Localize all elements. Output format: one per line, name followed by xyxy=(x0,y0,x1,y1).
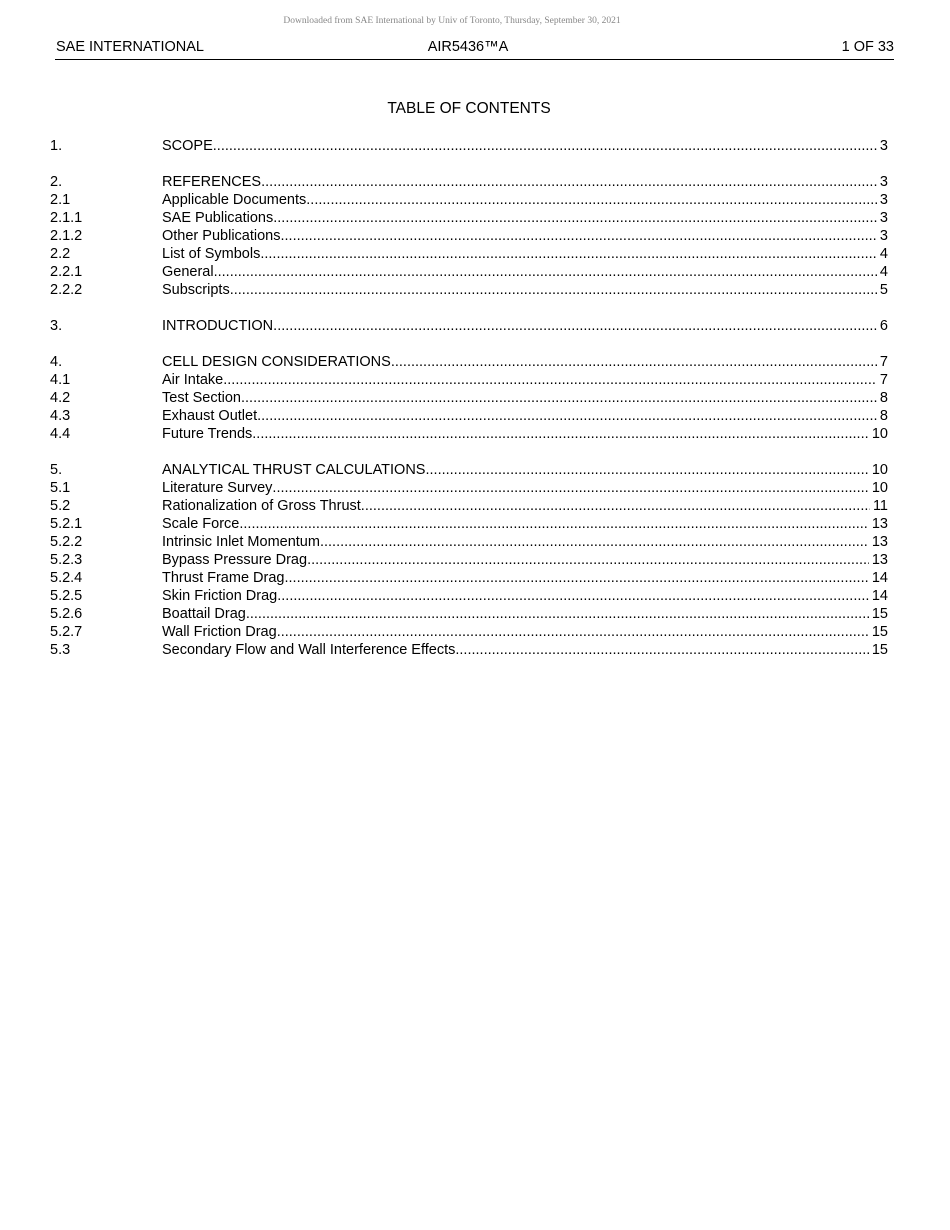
toc-entry-title[interactable]: SCOPE xyxy=(162,138,213,154)
table-of-contents xyxy=(50,137,888,659)
toc-entry-page: 3 xyxy=(879,192,888,208)
toc-entry-page: 10 xyxy=(871,462,888,478)
toc-entry-line xyxy=(162,479,888,497)
toc-entry[interactable] xyxy=(50,533,888,551)
toc-entry-page: 3 xyxy=(879,174,888,190)
toc-entry-number: 2. xyxy=(50,174,63,190)
toc-dot-leader xyxy=(306,191,877,209)
toc-entry-line xyxy=(162,281,888,299)
toc-entry-title[interactable]: Wall Friction Drag xyxy=(162,624,277,640)
toc-entry[interactable] xyxy=(50,515,888,533)
page-header xyxy=(55,39,894,60)
toc-entry-page: 4 xyxy=(879,246,888,262)
toc-entry-number: 2.2.1 xyxy=(50,264,83,280)
toc-entry-line xyxy=(162,461,888,479)
toc-dot-leader xyxy=(455,641,868,659)
toc-entry-line xyxy=(162,227,888,245)
toc-entry-page: 8 xyxy=(879,390,888,406)
download-watermark: Downloaded from SAE International by Univ of Toronto, Thursday, September 30, 2021 xyxy=(283,16,621,26)
toc-dot-leader xyxy=(307,551,869,569)
toc-entry-title[interactable]: Boattail Drag xyxy=(162,606,246,622)
toc-entry-number: 5.2 xyxy=(50,498,71,514)
toc-dot-leader xyxy=(223,371,877,389)
header-document-id: AIR5436™A xyxy=(427,39,509,55)
toc-entry-line xyxy=(162,587,888,605)
toc-dot-leader xyxy=(257,407,877,425)
toc-entry-line xyxy=(162,353,888,371)
toc-entry-number: 5.1 xyxy=(50,480,71,496)
toc-entry-page: 10 xyxy=(871,480,888,496)
toc-entry-line xyxy=(162,425,888,443)
toc-entry-line xyxy=(162,389,888,407)
toc-entry[interactable] xyxy=(50,551,888,569)
toc-dot-leader xyxy=(239,515,868,533)
toc-entry-page: 4 xyxy=(879,264,888,280)
toc-entry-page: 6 xyxy=(879,318,888,334)
toc-dot-leader xyxy=(214,263,877,281)
toc-dot-leader xyxy=(391,353,877,371)
toc-entry-number: 5.2.7 xyxy=(50,624,83,640)
toc-dot-leader xyxy=(277,623,869,641)
toc-entry[interactable] xyxy=(50,461,888,479)
toc-entry-line xyxy=(162,191,888,209)
toc-entry-page: 3 xyxy=(879,138,888,154)
toc-entry-title[interactable]: Test Section xyxy=(162,390,241,406)
toc-entry[interactable] xyxy=(50,605,888,623)
toc-entry-number: 2.2.2 xyxy=(50,282,83,298)
toc-entry-title[interactable]: ANALYTICAL THRUST CALCULATIONS xyxy=(162,462,426,478)
toc-entry[interactable] xyxy=(50,623,888,641)
toc-entry[interactable] xyxy=(50,371,888,389)
toc-entry-page: 15 xyxy=(871,642,888,658)
toc-entry-page: 13 xyxy=(871,534,888,550)
toc-entry-page: 10 xyxy=(871,426,888,442)
toc-entry-number: 5.2.2 xyxy=(50,534,83,550)
toc-entry-title[interactable]: Exhaust Outlet xyxy=(162,408,258,424)
toc-entry-title[interactable]: SAE Publications xyxy=(162,210,274,226)
toc-dot-leader xyxy=(261,173,877,191)
toc-entry-page: 3 xyxy=(879,228,888,244)
toc-entry-line xyxy=(162,569,888,587)
toc-dot-leader xyxy=(280,227,876,245)
toc-entry-title[interactable]: Subscripts xyxy=(162,282,230,298)
toc-entry-title[interactable]: Applicable Documents xyxy=(162,192,307,208)
toc-entry-number: 2.1.2 xyxy=(50,228,83,244)
toc-dot-leader xyxy=(246,605,869,623)
toc-entry-title[interactable]: Other Publications xyxy=(162,228,281,244)
toc-entry-number: 5. xyxy=(50,462,63,478)
toc-entry-number: 4.1 xyxy=(50,372,71,388)
toc-dot-leader xyxy=(252,425,869,443)
toc-entry-page: 15 xyxy=(871,624,888,640)
toc-entry-line xyxy=(162,641,888,659)
toc-entry-title[interactable]: Rationalization of Gross Thrust xyxy=(162,498,361,514)
toc-entry-number: 4. xyxy=(50,354,63,370)
toc-entry-title[interactable]: List of Symbols xyxy=(162,246,261,262)
toc-entry-title[interactable]: Secondary Flow and Wall Interference Effects xyxy=(162,642,456,658)
toc-entry-line xyxy=(162,407,888,425)
toc-entry-line xyxy=(162,209,888,227)
toc-entry-number: 2.2 xyxy=(50,246,71,262)
toc-entry-title[interactable]: REFERENCES xyxy=(162,174,262,190)
toc-entry[interactable] xyxy=(50,173,888,191)
toc-entry-number: 1. xyxy=(50,138,63,154)
toc-dot-leader xyxy=(213,137,877,155)
toc-entry-line xyxy=(162,317,888,335)
toc-entry-line xyxy=(162,623,888,641)
toc-entry-title[interactable]: Skin Friction Drag xyxy=(162,588,278,604)
toc-dot-leader xyxy=(273,317,877,335)
toc-dot-leader xyxy=(361,497,870,515)
toc-entry-line xyxy=(162,533,888,551)
toc-entry-number: 4.2 xyxy=(50,390,71,406)
toc-dot-leader xyxy=(273,209,877,227)
toc-dot-leader xyxy=(260,245,877,263)
toc-entry-page: 3 xyxy=(879,210,888,226)
header-organization: SAE INTERNATIONAL xyxy=(56,39,204,55)
toc-entry[interactable] xyxy=(50,641,888,659)
toc-entry-number: 4.4 xyxy=(50,426,71,442)
toc-entry-number: 2.1.1 xyxy=(50,210,83,226)
toc-entry-number: 5.2.6 xyxy=(50,606,83,622)
toc-entry-page: 13 xyxy=(871,516,888,532)
toc-entry-title[interactable]: Bypass Pressure Drag xyxy=(162,552,308,568)
toc-entry-number: 5.2.5 xyxy=(50,588,83,604)
toc-entry[interactable] xyxy=(50,317,888,335)
toc-entry[interactable] xyxy=(50,425,888,443)
toc-entry-page: 8 xyxy=(879,408,888,424)
toc-entry-page: 15 xyxy=(871,606,888,622)
toc-entry-number: 5.2.4 xyxy=(50,570,83,586)
toc-entry[interactable] xyxy=(50,353,888,371)
toc-entry[interactable] xyxy=(50,245,888,263)
toc-entry[interactable] xyxy=(50,407,888,425)
toc-entry[interactable] xyxy=(50,209,888,227)
toc-entry-title[interactable]: Intrinsic Inlet Momentum xyxy=(162,534,320,550)
toc-entry-number: 4.3 xyxy=(50,408,71,424)
toc-entry-page: 7 xyxy=(879,354,888,370)
toc-entry[interactable] xyxy=(50,281,888,299)
toc-entry-line xyxy=(162,137,888,155)
toc-entry-page: 14 xyxy=(871,570,888,586)
toc-dot-leader xyxy=(241,389,877,407)
toc-dot-leader xyxy=(284,569,868,587)
toc-entry-number: 5.2.3 xyxy=(50,552,83,568)
toc-entry[interactable] xyxy=(50,191,888,209)
toc-heading: TABLE OF CONTENTS xyxy=(387,100,551,117)
toc-entry[interactable] xyxy=(50,587,888,605)
toc-entry-title[interactable]: Scale Force xyxy=(162,516,240,532)
toc-dot-leader xyxy=(320,533,869,551)
toc-entry-title[interactable]: INTRODUCTION xyxy=(162,318,274,334)
toc-entry-number: 5.2.1 xyxy=(50,516,83,532)
toc-entry-line xyxy=(162,263,888,281)
toc-entry-title[interactable]: Thrust Frame Drag xyxy=(162,570,285,586)
header-page-number: 1 OF 33 xyxy=(841,39,894,55)
toc-dot-leader xyxy=(272,479,868,497)
toc-dot-leader xyxy=(277,587,869,605)
toc-entry[interactable] xyxy=(50,137,888,155)
toc-entry-number: 3. xyxy=(50,318,63,334)
toc-dot-leader xyxy=(230,281,877,299)
toc-entry-page: 13 xyxy=(871,552,888,568)
toc-entry-title[interactable]: Air Intake xyxy=(162,372,224,388)
toc-dot-leader xyxy=(425,461,868,479)
toc-entry-page: 11 xyxy=(872,498,888,514)
toc-entry[interactable] xyxy=(50,263,888,281)
toc-entry[interactable] xyxy=(50,227,888,245)
toc-entry-number: 2.1 xyxy=(50,192,71,208)
toc-entry-line xyxy=(162,371,888,389)
toc-entry-title[interactable]: CELL DESIGN CONSIDERATIONS xyxy=(162,354,391,370)
toc-entry[interactable] xyxy=(50,497,888,515)
toc-entry[interactable] xyxy=(50,389,888,407)
toc-entry-line xyxy=(162,551,888,569)
toc-entry-number: 5.3 xyxy=(50,642,71,658)
toc-entry-line xyxy=(162,515,888,533)
toc-entry-page: 5 xyxy=(879,282,888,298)
toc-entry-line xyxy=(162,605,888,623)
toc-entry[interactable] xyxy=(50,479,888,497)
toc-entry-page: 7 xyxy=(879,372,888,388)
toc-entry-title[interactable]: Future Trends xyxy=(162,426,253,442)
toc-entry-title[interactable]: General xyxy=(162,264,214,280)
toc-entry-line xyxy=(162,497,888,515)
toc-entry-line xyxy=(162,173,888,191)
toc-entry-line xyxy=(162,245,888,263)
toc-entry-title[interactable]: Literature Survey xyxy=(162,480,273,496)
toc-entry-page: 14 xyxy=(871,588,888,604)
toc-entry[interactable] xyxy=(50,569,888,587)
